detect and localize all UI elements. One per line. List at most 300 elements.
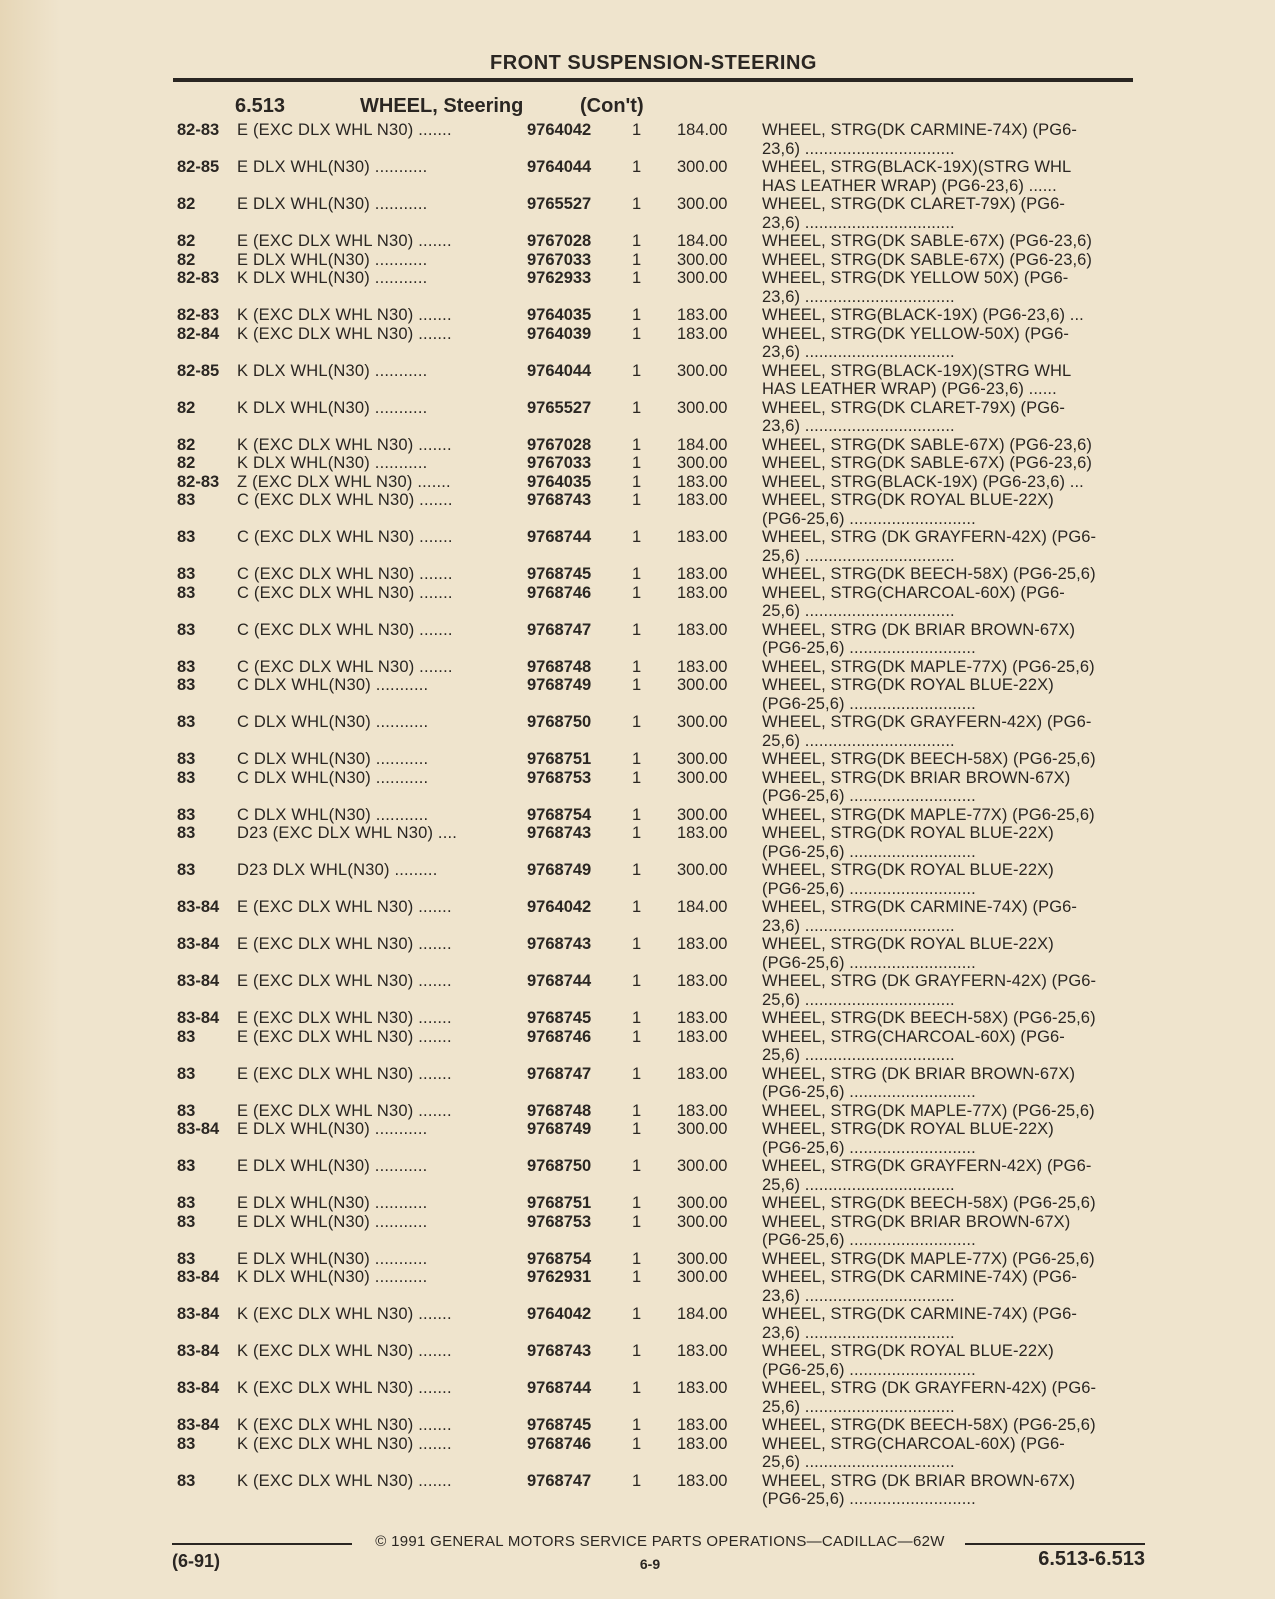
quantity: 1 [632, 1101, 642, 1120]
part-description: WHEEL, STRG(DK MAPLE-77X) (PG6-25,6) [762, 1249, 1095, 1268]
model-application: E (EXC DLX WHL N30) ....... [237, 1101, 452, 1120]
model-year: 83 [177, 1064, 196, 1083]
parts-row [0, 362, 1275, 399]
price: 183.00 [677, 1064, 728, 1083]
part-description: WHEEL, STRG(DK ROYAL BLUE-22X) (PG6-25,6) ........................... [762, 676, 1054, 713]
model-application: D23 DLX WHL(N30) ......... [237, 861, 438, 879]
model-year: 82 [177, 454, 196, 472]
part-number: 9768746 [527, 583, 592, 602]
quantity: 1 [632, 1342, 642, 1360]
model-application: E DLX WHL(N30) ........... [237, 1194, 428, 1212]
part-description: WHEEL, STRG(DK BEECH-58X) (PG6-25,6) [762, 1416, 1096, 1434]
quantity: 1 [632, 583, 642, 602]
section-continued: (Con't) [580, 95, 644, 117]
model-application: C DLX WHL(N30) ........... [237, 676, 429, 694]
price: 300.00 [677, 1268, 728, 1286]
model-year: 82-83 [177, 269, 220, 287]
parts-row [0, 1157, 1275, 1194]
part-description: WHEEL, STRG(DK BEECH-58X) (PG6-25,6) [762, 750, 1096, 768]
part-description: WHEEL, STRG(DK MAPLE-77X) (PG6-25,6) [762, 805, 1095, 824]
parts-row [0, 491, 1275, 528]
price: 183.00 [677, 324, 728, 343]
part-number: 9767028 [527, 435, 592, 454]
footer-rule-left [172, 1543, 352, 1545]
part-description: WHEEL, STRG(BLACK-19X) (PG6-23,6) ... [762, 472, 1084, 491]
model-year: 83 [177, 528, 196, 546]
quantity: 1 [632, 491, 642, 509]
parts-row [0, 1342, 1275, 1379]
parts-row [0, 769, 1275, 806]
model-year: 83-84 [177, 1009, 220, 1027]
part-number: 9768743 [527, 935, 592, 953]
part-number: 9768754 [527, 805, 592, 824]
part-number: 9768743 [527, 491, 592, 509]
model-year: 83 [177, 1434, 196, 1453]
part-description: WHEEL, STRG(DK SABLE-67X) (PG6-23,6) [762, 435, 1093, 454]
part-number: 9768751 [527, 750, 592, 768]
price: 183.00 [677, 935, 728, 953]
quantity: 1 [632, 676, 642, 694]
model-year: 83-84 [177, 1416, 220, 1434]
price: 300.00 [677, 861, 728, 879]
model-year: 83 [177, 750, 196, 768]
part-description: WHEEL, STRG(DK ROYAL BLUE-22X) (PG6-25,6) ........................... [762, 935, 1054, 972]
parts-row [0, 399, 1275, 436]
model-application: K DLX WHL(N30) ........... [237, 269, 428, 287]
quantity: 1 [632, 324, 642, 343]
model-year: 83 [177, 676, 196, 694]
part-number: 9768749 [527, 676, 592, 694]
part-number: 9768748 [527, 1101, 592, 1120]
price: 183.00 [677, 824, 728, 842]
footer-copyright: © 1991 GENERAL MOTORS SERVICE PARTS OPERATIONS—CADILLAC—62W [375, 1533, 945, 1550]
price: 300.00 [677, 1212, 728, 1231]
parts-list [0, 121, 1275, 1509]
model-year: 82-83 [177, 121, 220, 139]
parts-row [0, 325, 1275, 362]
model-year: 83 [177, 1249, 196, 1268]
model-year: 82-85 [177, 361, 220, 380]
model-application: E DLX WHL(N30) ........... [237, 1212, 428, 1231]
footer-date: (6-91) [172, 1551, 221, 1571]
model-application: E (EXC DLX WHL N30) ....... [237, 898, 452, 916]
quantity: 1 [632, 269, 642, 287]
part-description: WHEEL, STRG (DK GRAYFERN-42X) (PG6- 25,6) ................................ [762, 972, 1097, 1009]
model-year: 82 [177, 435, 196, 454]
model-application: K (EXC DLX WHL N30) ....... [237, 1342, 452, 1360]
footer-rule-right [965, 1543, 1145, 1545]
part-number: 9762931 [527, 1268, 592, 1286]
part-description: WHEEL, STRG (DK GRAYFERN-42X) (PG6- 25,6) ................................ [762, 528, 1097, 565]
model-year: 82 [177, 195, 196, 213]
part-number: 9764042 [527, 1305, 592, 1323]
part-number: 9765527 [527, 195, 592, 213]
model-application: E (EXC DLX WHL N30) ....... [237, 972, 452, 990]
model-year: 83-84 [177, 1268, 220, 1286]
quantity: 1 [632, 121, 642, 139]
parts-row [0, 898, 1275, 935]
part-number: 9764044 [527, 361, 592, 380]
part-number: 9768749 [527, 861, 592, 879]
part-description: WHEEL, STRG(DK CARMINE-74X) (PG6- 23,6) ................................ [762, 121, 1078, 158]
parts-row [0, 806, 1275, 825]
model-application: E (EXC DLX WHL N30) ....... [237, 935, 452, 953]
price: 300.00 [677, 750, 728, 768]
model-year: 82-83 [177, 306, 220, 324]
parts-row [0, 565, 1275, 584]
model-application: E DLX WHL(N30) ........... [237, 1249, 428, 1268]
part-description: WHEEL, STRG(DK SABLE-67X) (PG6-23,6) [762, 454, 1093, 472]
model-application: K DLX WHL(N30) ........... [237, 361, 428, 380]
quantity: 1 [632, 361, 642, 380]
section-number: 6.513 [235, 95, 286, 117]
parts-row [0, 584, 1275, 621]
quantity: 1 [632, 657, 642, 676]
part-description: WHEEL, STRG(DK SABLE-67X) (PG6-23,6) [762, 250, 1093, 269]
price: 300.00 [677, 195, 728, 213]
model-application: C (EXC DLX WHL N30) ....... [237, 583, 453, 602]
price: 183.00 [677, 972, 728, 990]
price: 183.00 [677, 657, 728, 676]
parts-row [0, 121, 1275, 158]
model-year: 82 [177, 250, 196, 269]
part-number: 9768745 [527, 1416, 592, 1434]
model-application: C (EXC DLX WHL N30) ....... [237, 565, 453, 583]
part-description: WHEEL, STRG(DK CLARET-79X) (PG6- 23,6) ................................ [762, 195, 1066, 232]
price: 183.00 [677, 583, 728, 602]
quantity: 1 [632, 750, 642, 768]
part-description: WHEEL, STRG(DK CLARET-79X) (PG6- 23,6) ................................ [762, 398, 1066, 435]
part-number: 9768744 [527, 1379, 592, 1397]
model-year: 83 [177, 620, 196, 639]
model-year: 83-84 [177, 898, 220, 916]
model-application: E (EXC DLX WHL N30) ....... [237, 121, 452, 139]
part-description: WHEEL, STRG(DK BRIAR BROWN-67X) (PG6-25,6) ........................... [762, 768, 1071, 805]
part-description: WHEEL, STRG(DK YELLOW 50X) (PG6- 23,6) ................................ [762, 269, 1069, 306]
model-year: 83 [177, 565, 196, 583]
model-year: 83-84 [177, 1120, 220, 1138]
parts-row [0, 251, 1275, 270]
quantity: 1 [632, 472, 642, 491]
quantity: 1 [632, 805, 642, 824]
price: 300.00 [677, 805, 728, 824]
model-application: E (EXC DLX WHL N30) ....... [237, 232, 452, 250]
model-application: C (EXC DLX WHL N30) ....... [237, 491, 453, 509]
parts-row [0, 1213, 1275, 1250]
price: 183.00 [677, 1342, 728, 1360]
parts-row [0, 658, 1275, 677]
part-number: 9762933 [527, 269, 592, 287]
part-number: 9768751 [527, 1194, 592, 1212]
parts-row [0, 972, 1275, 1009]
part-description: WHEEL, STRG(DK CARMINE-74X) (PG6- 23,6) ................................ [762, 1305, 1078, 1342]
price: 184.00 [677, 1305, 728, 1323]
part-description: WHEEL, STRG(CHARCOAL-60X) (PG6- 25,6) ................................ [762, 1027, 1065, 1064]
part-description: WHEEL, STRG(DK BEECH-58X) (PG6-25,6) [762, 565, 1096, 583]
part-number: 9764035 [527, 306, 592, 324]
price: 300.00 [677, 1120, 728, 1138]
model-year: 83 [177, 1194, 196, 1212]
parts-row [0, 1435, 1275, 1472]
parts-row [0, 861, 1275, 898]
part-number: 9768744 [527, 972, 592, 990]
part-description: WHEEL, STRG (DK BRIAR BROWN-67X) (PG6-25,6) ........................... [762, 620, 1076, 657]
part-number: 9765527 [527, 398, 592, 417]
parts-row [0, 269, 1275, 306]
price: 300.00 [677, 768, 728, 787]
model-application: C DLX WHL(N30) ........... [237, 713, 429, 731]
model-year: 83-84 [177, 1342, 220, 1360]
part-number: 9768750 [527, 713, 592, 731]
model-year: 83 [177, 768, 196, 787]
part-number: 9768747 [527, 1471, 592, 1490]
parts-row [0, 232, 1275, 251]
parts-row [0, 1305, 1275, 1342]
part-number: 9768746 [527, 1434, 592, 1453]
model-application: E DLX WHL(N30) ........... [237, 195, 428, 213]
model-application: K (EXC DLX WHL N30) ....... [237, 1305, 452, 1323]
footer-section-range: 6.513-6.513 [1038, 1548, 1145, 1570]
quantity: 1 [632, 158, 642, 176]
parts-row [0, 1416, 1275, 1435]
quantity: 1 [632, 768, 642, 787]
model-year: 82-84 [177, 324, 220, 343]
part-description: WHEEL, STRG(DK YELLOW-50X) (PG6- 23,6) ................................ [762, 324, 1069, 361]
price: 183.00 [677, 1434, 728, 1453]
model-application: K (EXC DLX WHL N30) ....... [237, 435, 452, 454]
parts-row [0, 528, 1275, 565]
price: 183.00 [677, 565, 728, 583]
part-description: WHEEL, STRG(DK BEECH-58X) (PG6-25,6) [762, 1194, 1096, 1212]
part-description: WHEEL, STRG(BLACK-19X)(STRG WHL HAS LEATHER WRAP) (PG6-23,6) ...... [762, 158, 1072, 195]
part-description: WHEEL, STRG(DK BEECH-58X) (PG6-25,6) [762, 1009, 1096, 1027]
quantity: 1 [632, 1305, 642, 1323]
part-description: WHEEL, STRG(DK ROYAL BLUE-22X) (PG6-25,6) ........................... [762, 861, 1054, 898]
quantity: 1 [632, 398, 642, 417]
part-number: 9764035 [527, 472, 592, 491]
part-description: WHEEL, STRG(DK GRAYFERN-42X) (PG6- 25,6) ................................ [762, 1157, 1092, 1194]
quantity: 1 [632, 824, 642, 842]
model-application: K (EXC DLX WHL N30) ....... [237, 1471, 452, 1490]
part-number: 9764039 [527, 324, 592, 343]
model-application: C DLX WHL(N30) ........... [237, 768, 429, 787]
part-description: WHEEL, STRG (DK GRAYFERN-42X) (PG6- 25,6) ................................ [762, 1379, 1097, 1416]
model-year: 82 [177, 232, 196, 250]
price: 183.00 [677, 620, 728, 639]
part-number: 9768747 [527, 620, 592, 639]
parts-row [0, 158, 1275, 195]
model-application: C (EXC DLX WHL N30) ....... [237, 528, 453, 546]
price: 183.00 [677, 1416, 728, 1434]
section-title: WHEEL, Steering [360, 95, 524, 117]
model-year: 83 [177, 805, 196, 824]
part-number: 9768750 [527, 1157, 592, 1175]
model-application: E (EXC DLX WHL N30) ....... [237, 1009, 452, 1027]
part-description: WHEEL, STRG(DK MAPLE-77X) (PG6-25,6) [762, 657, 1095, 676]
price: 183.00 [677, 1101, 728, 1120]
part-number: 9764042 [527, 121, 592, 139]
parts-row [0, 713, 1275, 750]
model-year: 83 [177, 1471, 196, 1490]
quantity: 1 [632, 713, 642, 731]
price: 183.00 [677, 1471, 728, 1490]
model-year: 82 [177, 398, 196, 417]
model-year: 83 [177, 1212, 196, 1231]
model-application: Z (EXC DLX WHL N30) ....... [237, 472, 451, 491]
model-application: C (EXC DLX WHL N30) ....... [237, 657, 453, 676]
parts-row [0, 1379, 1275, 1416]
model-application: E DLX WHL(N30) ........... [237, 1157, 428, 1175]
model-application: K (EXC DLX WHL N30) ....... [237, 306, 452, 324]
parts-row [0, 1065, 1275, 1102]
price: 184.00 [677, 121, 728, 139]
price: 300.00 [677, 361, 728, 380]
part-description: WHEEL, STRG(CHARCOAL-60X) (PG6- 25,6) ................................ [762, 1434, 1065, 1471]
quantity: 1 [632, 250, 642, 269]
quantity: 1 [632, 1064, 642, 1083]
price: 300.00 [677, 158, 728, 176]
quantity: 1 [632, 1416, 642, 1434]
price: 183.00 [677, 528, 728, 546]
part-description: WHEEL, STRG(DK ROYAL BLUE-22X) (PG6-25,6) ........................... [762, 1342, 1054, 1379]
quantity: 1 [632, 565, 642, 583]
parts-row [0, 1250, 1275, 1269]
part-description: WHEEL, STRG (DK BRIAR BROWN-67X) (PG6-25,6) ........................... [762, 1064, 1076, 1101]
model-year: 82-85 [177, 158, 220, 176]
parts-row [0, 824, 1275, 861]
part-number: 9768749 [527, 1120, 592, 1138]
model-year: 83 [177, 1157, 196, 1175]
quantity: 1 [632, 1249, 642, 1268]
model-year: 83-84 [177, 935, 220, 953]
part-number: 9768744 [527, 528, 592, 546]
parts-row [0, 1102, 1275, 1121]
parts-row [0, 1472, 1275, 1509]
part-description: WHEEL, STRG(DK CARMINE-74X) (PG6- 23,6) ................................ [762, 898, 1078, 935]
quantity: 1 [632, 1212, 642, 1231]
part-description: WHEEL, STRG(DK ROYAL BLUE-22X) (PG6-25,6) ........................... [762, 1120, 1054, 1157]
price: 183.00 [677, 1009, 728, 1027]
quantity: 1 [632, 1471, 642, 1490]
price: 300.00 [677, 398, 728, 417]
part-number: 9764042 [527, 898, 592, 916]
part-number: 9768745 [527, 565, 592, 583]
part-number: 9768754 [527, 1249, 592, 1268]
header-rule [173, 78, 1133, 82]
model-year: 83 [177, 713, 196, 731]
footer-page-number: 6-9 [639, 1556, 661, 1572]
price: 183.00 [677, 1379, 728, 1397]
quantity: 1 [632, 1009, 642, 1027]
parts-row [0, 306, 1275, 325]
model-application: K (EXC DLX WHL N30) ....... [237, 324, 452, 343]
price: 183.00 [677, 1027, 728, 1046]
quantity: 1 [632, 528, 642, 546]
part-description: WHEEL, STRG(DK CARMINE-74X) (PG6- 23,6) ................................ [762, 1268, 1078, 1305]
part-description: WHEEL, STRG(DK GRAYFERN-42X) (PG6- 25,6) ................................ [762, 713, 1092, 750]
model-year: 83 [177, 861, 196, 879]
model-year: 83 [177, 491, 196, 509]
model-application: K DLX WHL(N30) ........... [237, 454, 428, 472]
price: 184.00 [677, 232, 728, 250]
quantity: 1 [632, 306, 642, 324]
model-application: C DLX WHL(N30) ........... [237, 750, 429, 768]
model-year: 83-84 [177, 1379, 220, 1397]
price: 183.00 [677, 472, 728, 491]
quantity: 1 [632, 898, 642, 916]
price: 300.00 [677, 250, 728, 269]
part-number: 9768745 [527, 1009, 592, 1027]
model-year: 83 [177, 657, 196, 676]
part-description: WHEEL, STRG(BLACK-19X) (PG6-23,6) ... [762, 306, 1084, 324]
quantity: 1 [632, 435, 642, 454]
model-application: K (EXC DLX WHL N30) ....... [237, 1434, 452, 1453]
part-number: 9768748 [527, 657, 592, 676]
model-application: D23 (EXC DLX WHL N30) .... [237, 824, 458, 842]
price: 300.00 [677, 713, 728, 731]
model-application: E DLX WHL(N30) ........... [237, 158, 428, 176]
model-application: C DLX WHL(N30) ........... [237, 805, 429, 824]
quantity: 1 [632, 972, 642, 990]
parts-row [0, 436, 1275, 455]
parts-row [0, 195, 1275, 232]
parts-row [0, 1268, 1275, 1305]
price: 300.00 [677, 1157, 728, 1175]
parts-row [0, 935, 1275, 972]
quantity: 1 [632, 454, 642, 472]
page-header: FRONT SUSPENSION-STEERING [490, 52, 817, 74]
model-year: 83-84 [177, 1305, 220, 1323]
model-application: E DLX WHL(N30) ........... [237, 250, 428, 269]
part-number: 9768753 [527, 768, 592, 787]
price: 183.00 [677, 491, 728, 509]
part-number: 9768743 [527, 824, 592, 842]
parts-row [0, 1028, 1275, 1065]
quantity: 1 [632, 620, 642, 639]
part-number: 9768747 [527, 1064, 592, 1083]
part-description: WHEEL, STRG(CHARCOAL-60X) (PG6- 25,6) ................................ [762, 583, 1065, 620]
model-application: E DLX WHL(N30) ........... [237, 1120, 428, 1138]
part-description: WHEEL, STRG (DK BRIAR BROWN-67X) (PG6-25,6) ........................... [762, 1471, 1076, 1508]
model-application: K (EXC DLX WHL N30) ....... [237, 1379, 452, 1397]
part-description: WHEEL, STRG(DK ROYAL BLUE-22X) (PG6-25,6) ........................... [762, 491, 1054, 528]
quantity: 1 [632, 232, 642, 250]
part-number: 9764044 [527, 158, 592, 176]
quantity: 1 [632, 1379, 642, 1397]
model-application: K DLX WHL(N30) ........... [237, 398, 428, 417]
part-number: 9767033 [527, 250, 592, 269]
quantity: 1 [632, 1120, 642, 1138]
model-year: 83 [177, 1027, 196, 1046]
part-number: 9767033 [527, 454, 592, 472]
part-description: WHEEL, STRG(DK BRIAR BROWN-67X) (PG6-25,6) ........................... [762, 1212, 1071, 1249]
model-application: K DLX WHL(N30) ........... [237, 1268, 428, 1286]
parts-row [0, 621, 1275, 658]
price: 184.00 [677, 898, 728, 916]
quantity: 1 [632, 1027, 642, 1046]
quantity: 1 [632, 1434, 642, 1453]
parts-row [0, 454, 1275, 473]
part-description: WHEEL, STRG(DK SABLE-67X) (PG6-23,6) [762, 232, 1093, 250]
model-application: C (EXC DLX WHL N30) ....... [237, 620, 453, 639]
part-description: WHEEL, STRG(DK ROYAL BLUE-22X) (PG6-25,6) ........................... [762, 824, 1054, 861]
quantity: 1 [632, 935, 642, 953]
price: 300.00 [677, 676, 728, 694]
price: 300.00 [677, 1249, 728, 1268]
part-number: 9768743 [527, 1342, 592, 1360]
model-application: E (EXC DLX WHL N30) ....... [237, 1027, 452, 1046]
model-year: 82-83 [177, 472, 220, 491]
